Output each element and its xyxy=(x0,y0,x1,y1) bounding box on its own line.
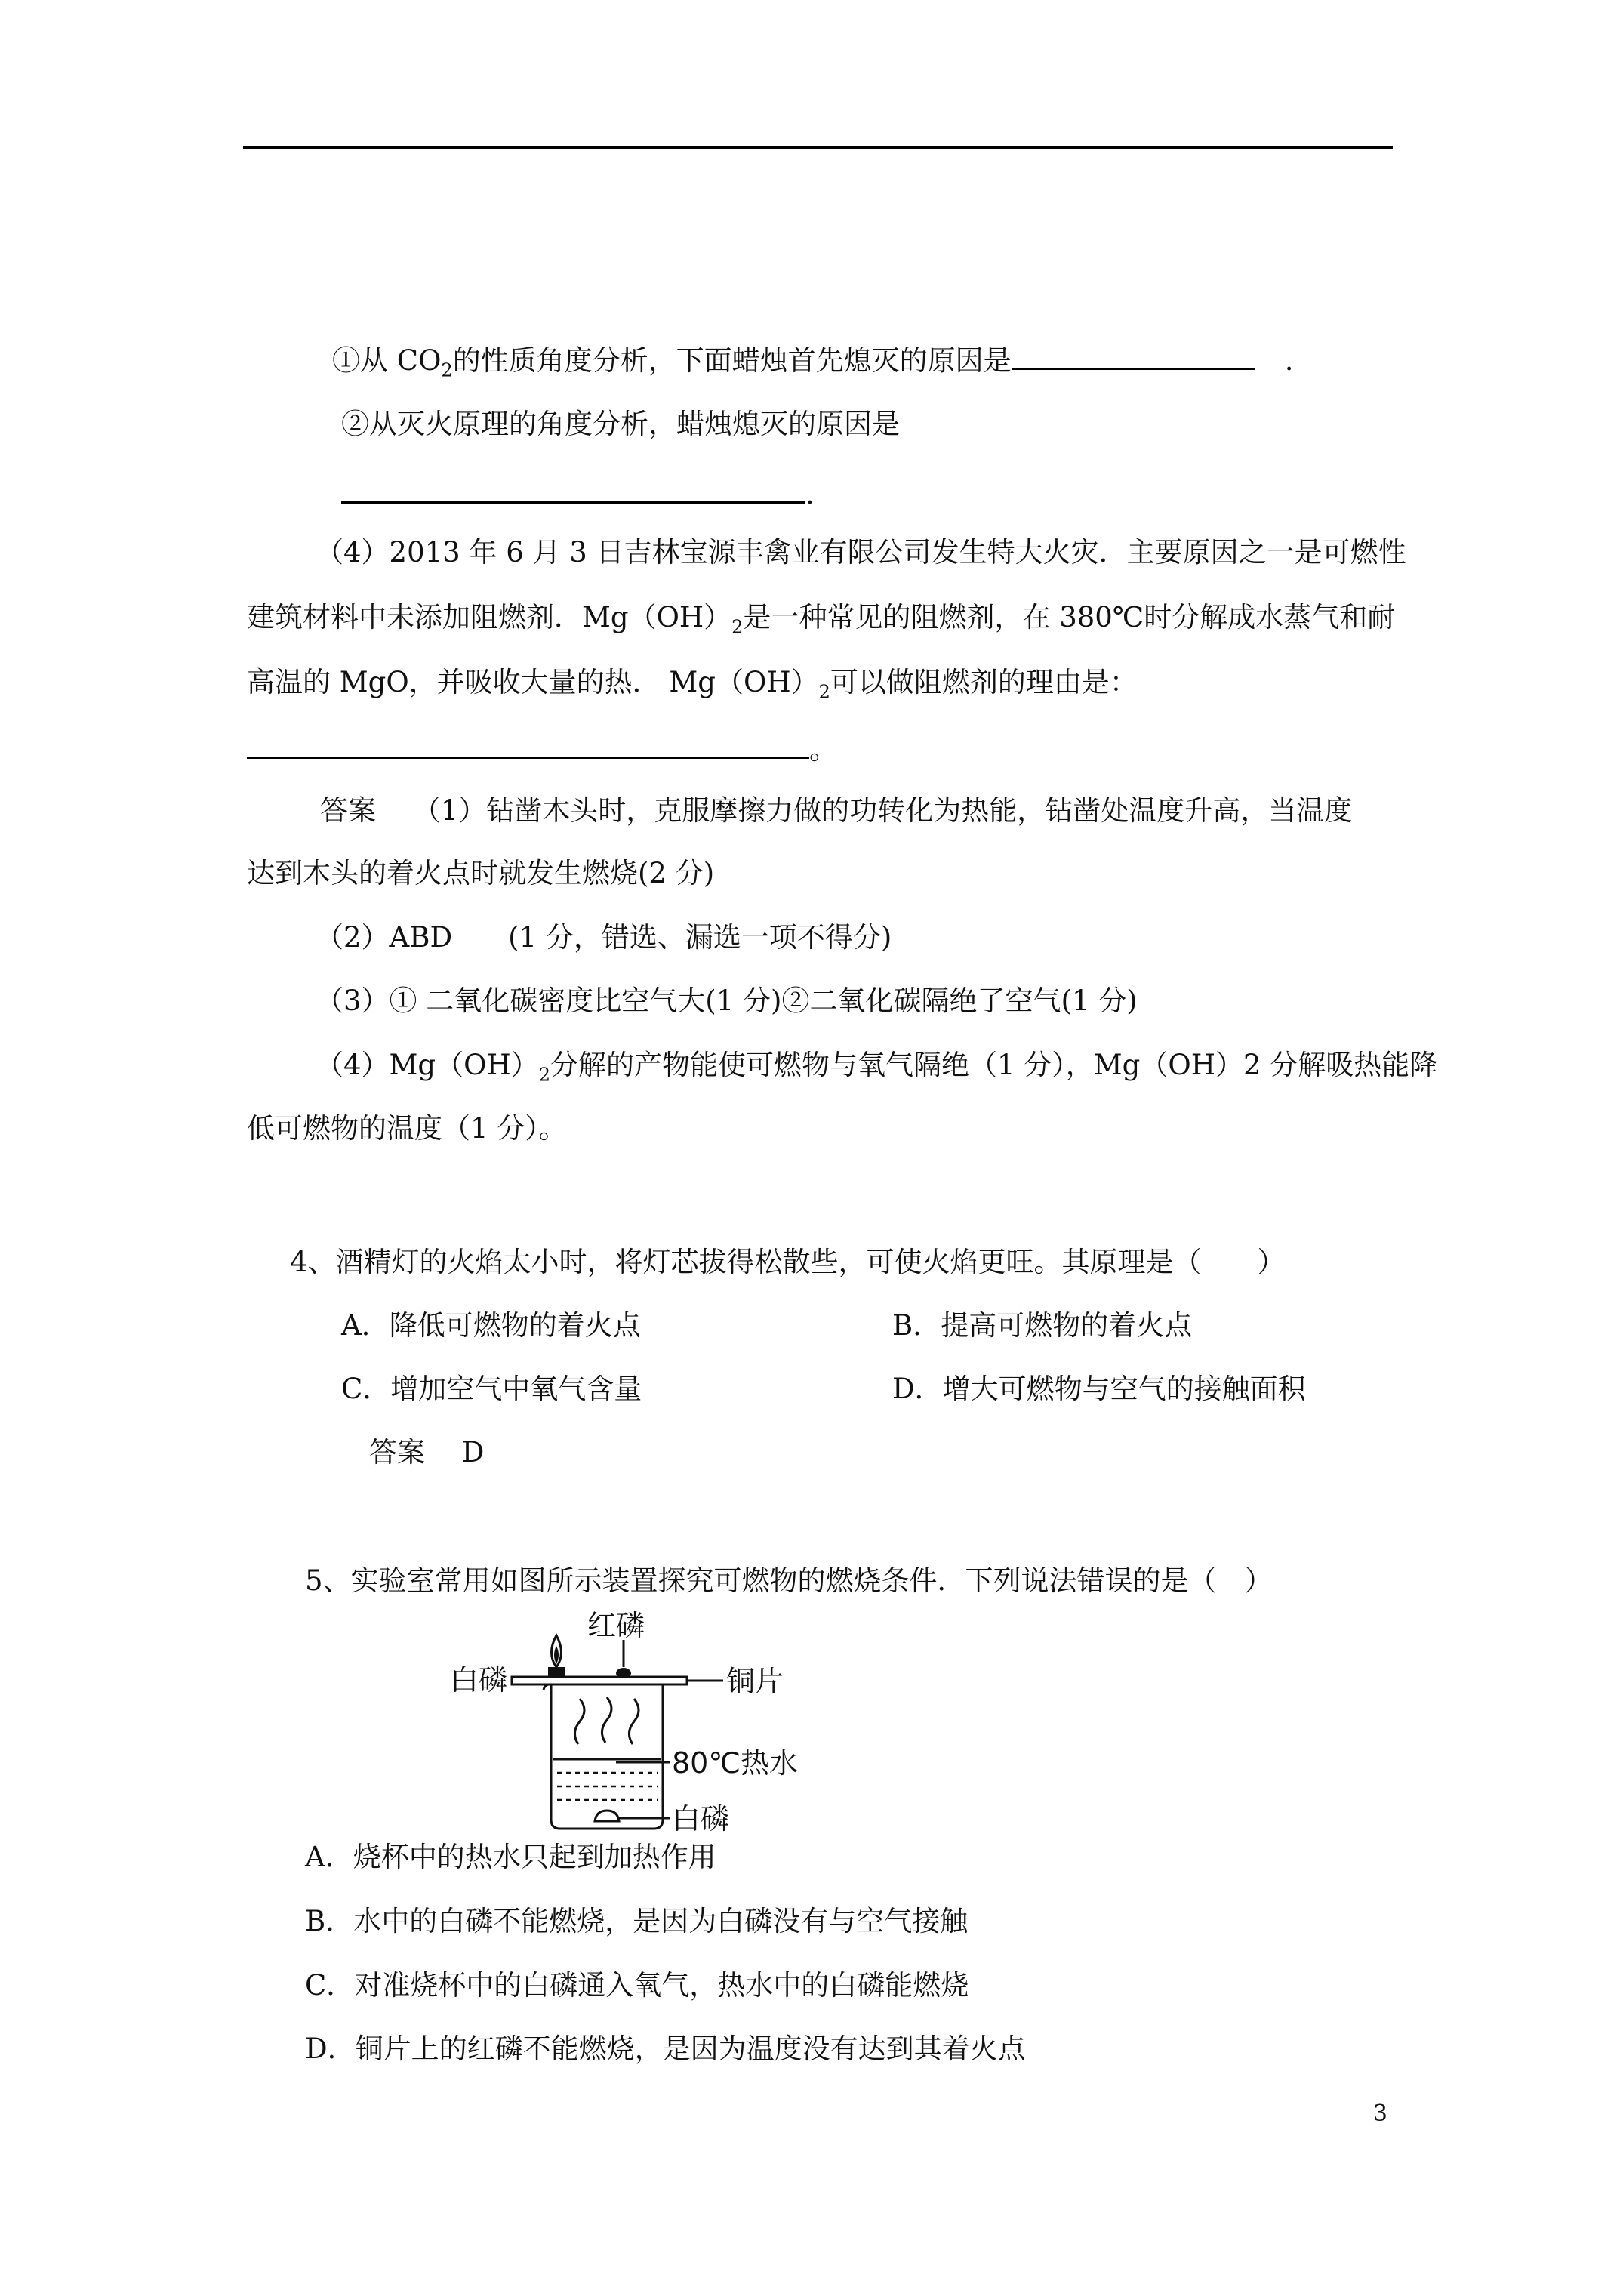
q4-answer: 答案 D xyxy=(369,1436,485,1469)
label-hot-water: 80℃热水 xyxy=(672,1746,799,1780)
q5-option-d[interactable]: D．铜片上的红磷不能燃烧，是因为温度没有达到其着火点 xyxy=(305,2032,1026,2065)
q4-option-d[interactable]: D．增大可燃物与空气的接触面积 xyxy=(892,1373,1306,1405)
q5-option-a[interactable]: A．烧杯中的热水只起到加热作用 xyxy=(305,1841,716,1873)
answer3-line3: （2）ABD (1 分，错选、漏选一项不得分) xyxy=(316,921,892,954)
header-rule xyxy=(243,146,1393,149)
combustion-apparatus-figure xyxy=(450,1608,805,1835)
q3-sub1: ①从 $CO_2$的性质角度分析，下面蜡烛首先熄灭的原因是 . xyxy=(332,342,1293,389)
answer3-line6: 低可燃物的温度（1 分）。 xyxy=(247,1112,567,1145)
answer3-line2: 达到木头的着火点时就发生燃烧(2 分) xyxy=(247,857,715,889)
answer3-line5: $(4)Mg(OH)_2$分解的产物能使可燃物与氧气隔绝（1 分），Mg（OH）2 分解吸热能降 xyxy=(316,1049,1438,1086)
q4-part-line2: 建筑材料中未添加阻燃剂．$Mg(OH)_2$是一种常见的阻燃剂，在 380℃时分解成水蒸气和耐 xyxy=(247,601,1396,638)
label-red-phosphorus: 红磷 xyxy=(587,1609,645,1642)
answer-blank[interactable] xyxy=(341,476,805,504)
q4-option-a[interactable]: A．降低可燃物的着火点 xyxy=(341,1309,641,1342)
q4-option-c[interactable]: C．增加空气中氧气含量 xyxy=(341,1373,642,1405)
q5-option-b[interactable]: B．水中的白磷不能燃烧，是因为白磷没有与空气接触 xyxy=(305,1905,969,1937)
label-copper-sheet: 铜片 xyxy=(726,1665,784,1698)
answer-blank[interactable] xyxy=(1012,342,1255,370)
q4-part-blank-line: 。 xyxy=(247,731,837,769)
label-white-phosphorus-bottom: 白磷 xyxy=(672,1802,730,1835)
q5-stem: 5、实验室常用如图所示装置探究可燃物的燃烧条件．下列说法错误的是（ ） xyxy=(305,1564,1273,1597)
answer-blank[interactable] xyxy=(247,731,809,759)
q3-sub2: ②从灭火原理的角度分析，蜡烛熄灭的原因是 xyxy=(341,408,900,440)
q4-part-line1: （4）2013 年 6 月 3 日吉林宝源丰禽业有限公司发生特大火灾．主要原因之一是可燃性 xyxy=(316,536,1406,569)
answer3-line1: 答案 （1）钻凿木头时，克服摩擦力做的功转化为热能，钻凿处温度升高，当温度 xyxy=(320,794,1353,827)
label-white-phosphorus-top: 白磷 xyxy=(450,1663,508,1697)
page-number: 3 xyxy=(1372,2100,1387,2127)
q3-sub2-blank-line: . xyxy=(341,476,815,513)
q4-part-line3: 高温的 MgO，并吸收大量的热． $Mg(OH)_2$可以做阻燃剂的理由是： xyxy=(247,666,1138,703)
q4-option-b[interactable]: B．提高可燃物的着火点 xyxy=(892,1309,1193,1342)
answer3-line4: （3）① 二氧化碳密度比空气大(1 分)②二氧化碳隔绝了空气(1 分) xyxy=(316,985,1138,1017)
q4-stem: 4、酒精灯的火焰太小时，将灯芯拔得松散些，可使火焰更旺。其原理是（ ） xyxy=(290,1246,1286,1278)
q5-option-c[interactable]: C．对准烧杯中的白磷通入氧气，热水中的白磷能燃烧 xyxy=(305,1969,969,2002)
